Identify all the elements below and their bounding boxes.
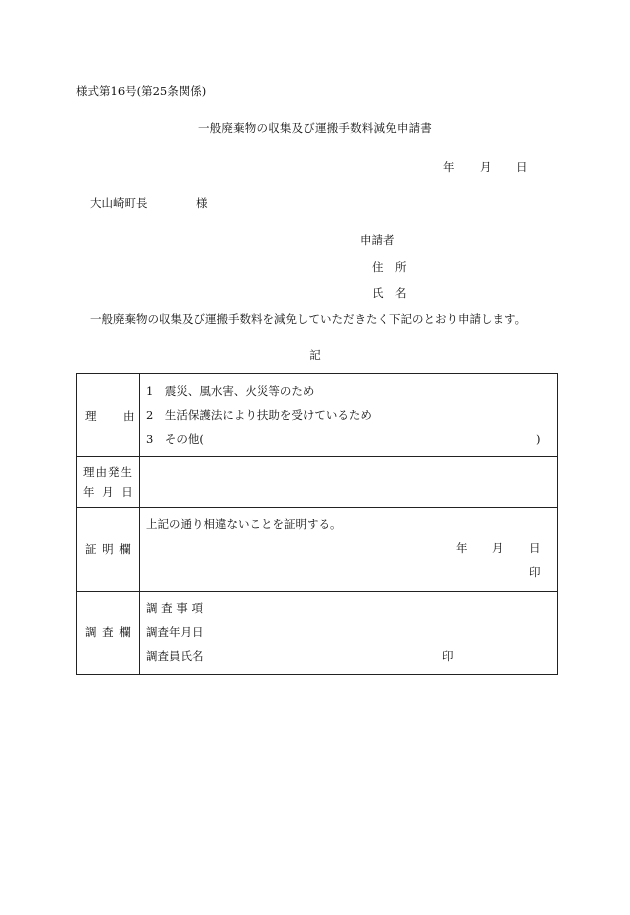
certification-day: 日	[529, 541, 541, 555]
certification-label-cell	[77, 508, 140, 592]
reason-content-cell	[140, 374, 558, 457]
certification-year: 年	[456, 541, 468, 555]
reason-row	[77, 374, 558, 457]
reason-item-3: 3 その他(	[146, 432, 204, 446]
certification-text: 上記の通り相違ないことを証明する。	[146, 517, 342, 531]
addressee-name: 大山崎町長	[90, 196, 148, 210]
investigation-row	[77, 592, 558, 675]
date-year: 年	[443, 160, 455, 174]
date-day: 日	[516, 160, 528, 174]
certification-label: 証 明 欄	[85, 542, 131, 556]
applicant-name-label: 氏 名	[372, 286, 407, 300]
date-month: 月	[480, 160, 492, 174]
reason-label-cell	[77, 374, 140, 457]
investigation-item-date: 調査年月日	[146, 625, 204, 639]
reason-date-label-line2: 年 月 日	[83, 485, 133, 499]
investigation-content-cell	[140, 592, 558, 675]
investigation-seal: 印	[442, 649, 454, 663]
reason-item-2: 2 生活保護法により扶助を受けているため	[146, 408, 372, 422]
certification-month: 月	[492, 541, 504, 555]
application-table	[76, 373, 558, 675]
applicant-address-label: 住 所	[372, 260, 407, 274]
addressee-honorific: 様	[196, 196, 208, 210]
ki-heading: 記	[309, 348, 321, 362]
investigation-item-matters: 調 査 事 項	[146, 601, 203, 615]
reason-label-left: 理	[85, 409, 97, 423]
certification-content-cell	[140, 508, 558, 592]
applicant-heading: 申請者	[360, 233, 395, 247]
investigation-label: 調 査 欄	[85, 625, 131, 639]
reason-label-right: 由	[123, 409, 135, 423]
reason-date-label-cell	[77, 457, 140, 508]
investigation-item-investigator: 調査員氏名	[146, 649, 204, 663]
reason-date-row	[77, 457, 558, 508]
certification-seal: 印	[529, 565, 541, 579]
reason-other-close: )	[536, 432, 541, 446]
form-number: 様式第16号(第25条関係)	[76, 84, 207, 98]
investigation-label-cell	[77, 592, 140, 675]
request-text: 一般廃棄物の収集及び運搬手数料を減免していただきたく下記のとおり申請します。	[90, 312, 527, 326]
reason-date-label-line1: 理由発生	[83, 465, 133, 479]
reason-date-content-cell	[140, 457, 558, 508]
certification-row	[77, 508, 558, 592]
reason-item-1: 1 震災、風水害、火災等のため	[146, 384, 315, 398]
document-title: 一般廃棄物の収集及び運搬手数料減免申請書	[198, 121, 432, 135]
